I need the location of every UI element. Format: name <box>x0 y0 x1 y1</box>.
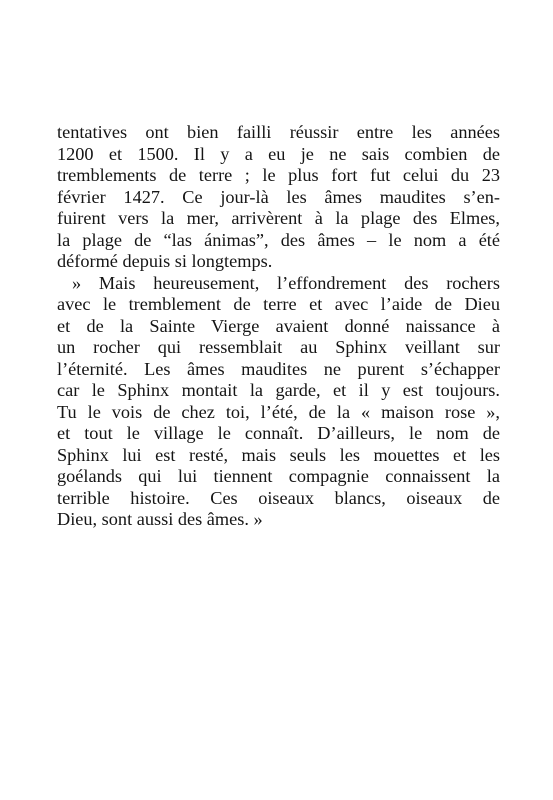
text-line: terrible histoire. Ces oiseaux blancs, oiseaux de <box>57 487 500 508</box>
text-line: fuirent vers la mer, arrivèrent à la plage des Elmes, <box>57 208 500 228</box>
text-line: la plage de “las ánimas”, des âmes – le nom a été <box>57 229 500 250</box>
text-line: 1200 et 1500. Il y a eu je ne sais combien de <box>57 143 500 164</box>
text-line: tremblements de terre ; le plus fort fut celui du 23 <box>57 165 500 185</box>
text-line: déformé depuis si longtemps. <box>57 251 273 271</box>
text-line: et tout le village le connaît. D’ailleurs, le nom de <box>57 423 500 443</box>
text-line: l’éternité. Les âmes maudites ne purent s’échapper <box>57 358 500 379</box>
body-text <box>57 122 500 531</box>
text-line: Sphinx lui est resté, mais seuls les mouettes et les <box>57 444 500 465</box>
text-line: goélands qui lui tiennent compagnie connaissent la <box>57 466 500 486</box>
text-line: un rocher qui ressemblait au Sphinx veillant sur <box>57 337 500 357</box>
text-line: février 1427. Ce jour-là les âmes maudites s’en- <box>57 186 500 207</box>
text-line: et de la Sainte Vierge avaient donné naissance à <box>57 315 500 336</box>
text-line: tentatives ont bien failli réussir entre les années <box>57 122 500 142</box>
text-line: avec le tremblement de terre et avec l’aide de Dieu <box>57 294 500 314</box>
paragraph-1 <box>57 122 500 273</box>
text-line: car le Sphinx montait la garde, et il y est toujours. <box>57 380 500 400</box>
text-line: Dieu, sont aussi des âmes. » <box>57 509 263 529</box>
text-line: » Mais heureusement, l’effondrement des rochers <box>72 272 500 293</box>
text-line: Tu le vois de chez toi, l’été, de la « maison rose », <box>57 401 500 422</box>
paragraph-2 <box>57 273 500 531</box>
